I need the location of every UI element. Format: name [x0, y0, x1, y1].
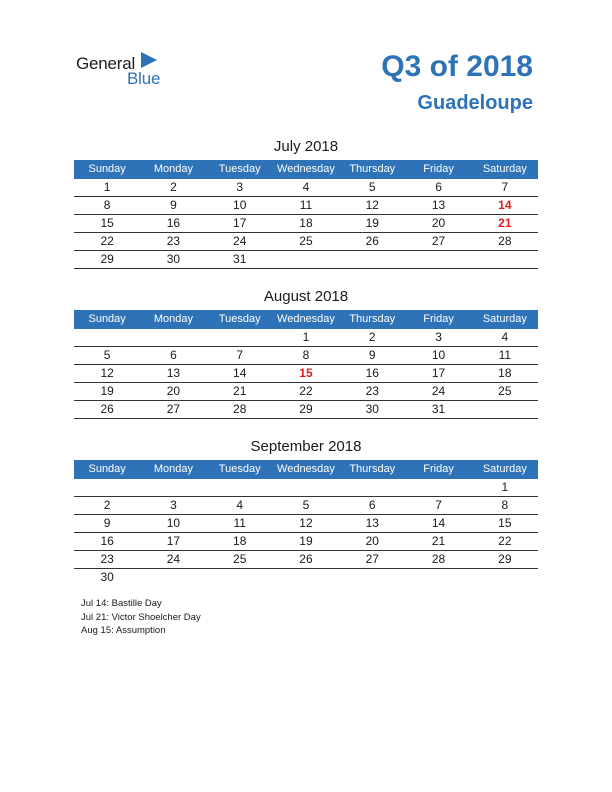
date-cell: 2 [368, 330, 376, 344]
date-cell [273, 479, 339, 496]
week-row [74, 233, 538, 251]
week-row [74, 497, 538, 515]
weekday-label: Tuesday [218, 163, 261, 175]
date-cell: 14 [233, 366, 247, 380]
date-cell: 17 [431, 366, 446, 380]
date-cell: 13 [431, 198, 446, 212]
weekday-label: Wednesday [277, 313, 335, 325]
weekday-label: Monday [153, 163, 193, 175]
date-cell: 2 [103, 498, 111, 512]
month-title: August 2018 [263, 288, 349, 305]
weekday-header-row [74, 310, 538, 329]
date-cell: 30 [100, 570, 114, 584]
date-cell: 6 [368, 498, 376, 512]
date-cell: 20 [365, 534, 379, 548]
date-cell: 30 [365, 402, 379, 416]
weekday-label: Saturday [482, 463, 527, 475]
date-cell [140, 329, 206, 346]
week-row [74, 533, 538, 551]
date-cell: 17 [233, 216, 247, 230]
weekday-header-row [74, 460, 538, 479]
date-cell: 4 [501, 330, 509, 344]
week-row [74, 569, 538, 586]
weekday-label: Thursday [349, 463, 396, 475]
date-cell: 30 [166, 252, 181, 266]
date-cell [472, 569, 538, 586]
date-cell [74, 479, 140, 496]
date-cell: 1 [103, 180, 111, 194]
date-cell: 28 [431, 552, 446, 566]
month-title: September 2018 [250, 438, 362, 455]
month-calendar-september [74, 437, 538, 586]
date-cell: 25 [498, 384, 512, 398]
date-cell: 18 [498, 366, 512, 380]
date-cell: 4 [236, 498, 244, 512]
week-row [74, 401, 538, 419]
week-row [74, 197, 538, 215]
weekday-header-row [74, 160, 538, 179]
date-cell: 7 [435, 498, 442, 512]
date-cell: 6 [170, 348, 177, 362]
date-cell: 3 [236, 180, 244, 194]
date-cell: 24 [166, 552, 181, 566]
date-cell: 11 [498, 348, 512, 362]
date-cell: 26 [100, 402, 114, 416]
date-cell [405, 569, 471, 586]
weekday-label: Friday [423, 463, 454, 475]
holiday-note: Jul 21: Victor Shoelcher Day [81, 611, 201, 623]
weekday-label: Monday [153, 463, 193, 475]
date-cell: 7 [501, 180, 509, 194]
weekday-label: Friday [423, 163, 454, 175]
weekday-label: Monday [153, 313, 193, 325]
date-cell: 8 [302, 348, 310, 362]
week-row [74, 551, 538, 569]
logo-flag-icon [141, 52, 157, 68]
page-title: Q3 of 2018 [381, 50, 533, 83]
date-cell [273, 569, 339, 586]
date-cell: 23 [365, 384, 379, 398]
date-cell: 31 [431, 402, 446, 416]
date-cell: 26 [299, 552, 313, 566]
date-cell: 25 [299, 234, 313, 248]
date-cell: 2 [170, 180, 177, 194]
date-cell [339, 251, 405, 268]
date-cell: 8 [103, 198, 111, 212]
month-calendar-july [74, 137, 538, 269]
date-cell: 27 [431, 234, 446, 248]
week-row [74, 251, 538, 269]
weekday-label: Friday [423, 313, 454, 325]
date-cell [207, 569, 273, 586]
date-cell [74, 329, 140, 346]
date-cell: 28 [233, 402, 247, 416]
date-cell: 16 [365, 366, 379, 380]
date-cell: 4 [302, 180, 310, 194]
date-cell: 7 [236, 348, 244, 362]
date-cell: 19 [299, 534, 313, 548]
date-cell: 12 [100, 366, 114, 380]
date-cell [405, 251, 471, 268]
date-cell: 10 [233, 198, 247, 212]
holiday-note: Jul 14: Bastille Day [81, 598, 162, 609]
weekday-label: Tuesday [218, 463, 261, 475]
date-cell: 23 [166, 234, 181, 248]
date-cell [140, 569, 206, 586]
date-cell: 8 [501, 498, 509, 512]
date-cell: 14 [431, 516, 446, 530]
holiday-date-cell: 21 [498, 216, 512, 230]
date-cell: 22 [498, 534, 512, 548]
date-cell: 31 [233, 252, 247, 266]
holiday-date-cell: 14 [498, 198, 512, 212]
date-cell: 17 [166, 534, 181, 548]
date-cell: 9 [103, 516, 111, 530]
date-cell: 27 [166, 402, 181, 416]
week-row [74, 479, 538, 497]
date-cell: 19 [100, 384, 114, 398]
logo-text-general: General [76, 54, 136, 73]
date-cell: 19 [365, 216, 379, 230]
brand-logo [76, 52, 176, 88]
date-cell [472, 401, 538, 418]
date-cell [140, 479, 206, 496]
date-cell: 5 [368, 180, 376, 194]
date-cell: 12 [299, 516, 313, 530]
date-cell: 5 [103, 348, 111, 362]
date-cell [339, 479, 405, 496]
date-cell: 29 [498, 552, 512, 566]
date-cell: 26 [365, 234, 379, 248]
date-cell: 3 [170, 498, 177, 512]
region-title: Guadeloupe [417, 92, 533, 114]
weekday-label: Sunday [88, 463, 126, 475]
date-cell: 18 [299, 216, 313, 230]
holiday-date-cell: 15 [299, 366, 313, 380]
date-cell: 1 [501, 480, 509, 494]
date-cell: 21 [233, 384, 247, 398]
weekday-label: Sunday [88, 313, 126, 325]
date-cell [207, 479, 273, 496]
holiday-notes [81, 597, 201, 638]
date-cell: 25 [233, 552, 247, 566]
month-title: July 2018 [273, 138, 339, 155]
date-cell: 6 [435, 180, 442, 194]
date-cell: 13 [365, 516, 379, 530]
date-cell: 5 [302, 498, 310, 512]
date-cell [472, 251, 538, 268]
date-cell: 16 [100, 534, 114, 548]
weekday-label: Wednesday [277, 463, 335, 475]
date-cell: 20 [166, 384, 181, 398]
weekday-label: Thursday [349, 313, 396, 325]
weekday-label: Saturday [482, 163, 527, 175]
date-cell [405, 479, 471, 496]
date-cell [207, 329, 273, 346]
weekday-label: Tuesday [218, 313, 261, 325]
date-cell [339, 569, 405, 586]
holiday-note: Aug 15: Assumption [81, 625, 166, 636]
date-cell: 28 [498, 234, 512, 248]
weekday-label: Wednesday [277, 163, 335, 175]
date-cell: 12 [365, 198, 379, 212]
date-cell: 24 [431, 384, 446, 398]
date-cell: 22 [100, 234, 114, 248]
date-cell: 29 [100, 252, 114, 266]
week-row [74, 329, 538, 347]
weekday-label: Thursday [349, 163, 396, 175]
week-row [74, 179, 538, 197]
week-row [74, 383, 538, 401]
weekday-label: Sunday [88, 163, 126, 175]
date-cell: 21 [431, 534, 446, 548]
date-cell: 3 [435, 330, 442, 344]
date-cell: 18 [233, 534, 247, 548]
month-calendar-august [74, 287, 538, 419]
date-cell: 20 [431, 216, 446, 230]
date-cell: 27 [365, 552, 379, 566]
date-cell: 29 [299, 402, 313, 416]
date-cell: 11 [299, 198, 313, 212]
date-cell: 13 [166, 366, 181, 380]
week-row [74, 347, 538, 365]
week-row [74, 365, 538, 383]
date-cell: 22 [299, 384, 313, 398]
date-cell: 9 [368, 348, 376, 362]
logo-text-blue: Blue [127, 69, 161, 88]
date-cell: 10 [166, 516, 181, 530]
date-cell: 24 [233, 234, 247, 248]
date-cell: 11 [233, 516, 246, 530]
date-cell: 23 [100, 552, 114, 566]
date-cell: 15 [498, 516, 512, 530]
date-cell: 1 [302, 330, 310, 344]
date-cell: 10 [431, 348, 446, 362]
date-cell: 9 [170, 198, 177, 212]
week-row [74, 215, 538, 233]
date-cell [273, 251, 339, 268]
date-cell: 16 [166, 216, 181, 230]
weekday-label: Saturday [482, 313, 527, 325]
date-cell: 15 [100, 216, 114, 230]
week-row [74, 515, 538, 533]
